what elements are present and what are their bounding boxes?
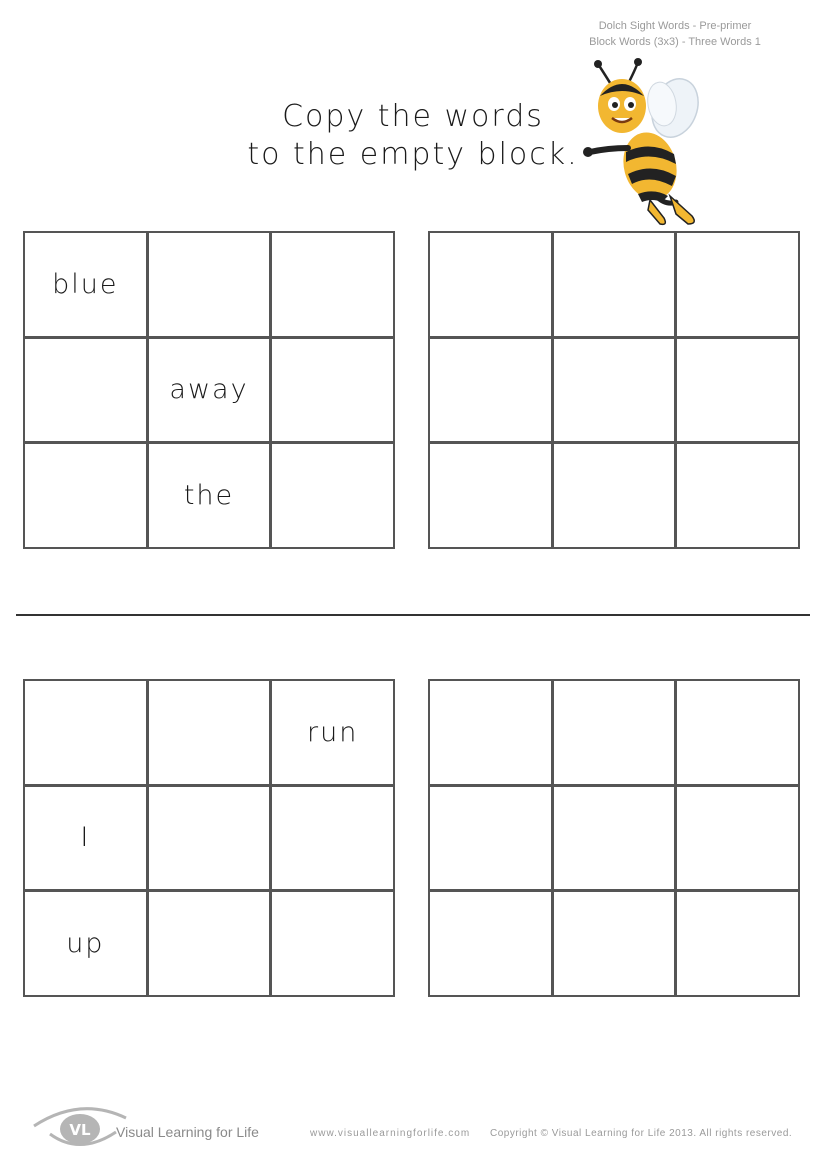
empty-cell[interactable] [677,681,798,784]
word-cell [25,444,146,547]
empty-cell[interactable] [554,892,675,995]
source-block-1 [23,231,395,549]
website-link[interactable]: www.visuallearningforlife.com [310,1128,471,1139]
word-cell: I [25,787,146,890]
word-cell: the [149,444,270,547]
title-line-1: Copy the words [282,99,544,134]
svg-text:VL: VL [69,1121,91,1139]
eye-logo-icon [30,1100,130,1150]
empty-cell[interactable] [430,681,551,784]
word-cell [149,233,270,336]
word-cell: away [149,339,270,442]
copyright-notice: Copyright © Visual Learning for Life 2013. All rights reserved. [490,1128,793,1139]
word-cell [272,787,393,890]
copy-block-1 [428,231,800,549]
worksheet-info [560,18,790,50]
word-cell [25,681,146,784]
word-cell: run [272,681,393,784]
empty-cell[interactable] [430,444,551,547]
empty-cell[interactable] [554,787,675,890]
worksheet-series: Dolch Sight Words - Pre-primer [598,20,752,32]
empty-cell[interactable] [554,444,675,547]
empty-cell[interactable] [430,233,551,336]
page-title [230,98,596,174]
empty-cell[interactable] [677,444,798,547]
word-cell [272,444,393,547]
empty-cell[interactable] [677,233,798,336]
word-cell [149,892,270,995]
empty-cell[interactable] [430,892,551,995]
empty-cell[interactable] [677,787,798,890]
section-divider [16,614,810,616]
empty-cell[interactable] [677,892,798,995]
empty-cell[interactable] [554,233,675,336]
word-cell [149,681,270,784]
word-cell [272,339,393,442]
copy-block-2 [428,679,800,997]
word-cell [149,787,270,890]
empty-cell[interactable] [430,787,551,890]
source-block-2 [23,679,395,997]
brand-name: Visual Learning for Life [116,1124,259,1140]
word-cell [25,339,146,442]
word-cell [272,892,393,995]
empty-cell[interactable] [554,339,675,442]
empty-cell[interactable] [677,339,798,442]
word-cell: up [25,892,146,995]
worksheet-name: Block Words (3x3) - Three Words 1 [589,36,761,48]
title-line-2: to the empty block. [247,137,579,172]
empty-cell[interactable] [554,681,675,784]
empty-cell[interactable] [430,339,551,442]
word-cell: blue [25,233,146,336]
bee-mascot-icon [580,56,715,228]
word-cell [272,233,393,336]
